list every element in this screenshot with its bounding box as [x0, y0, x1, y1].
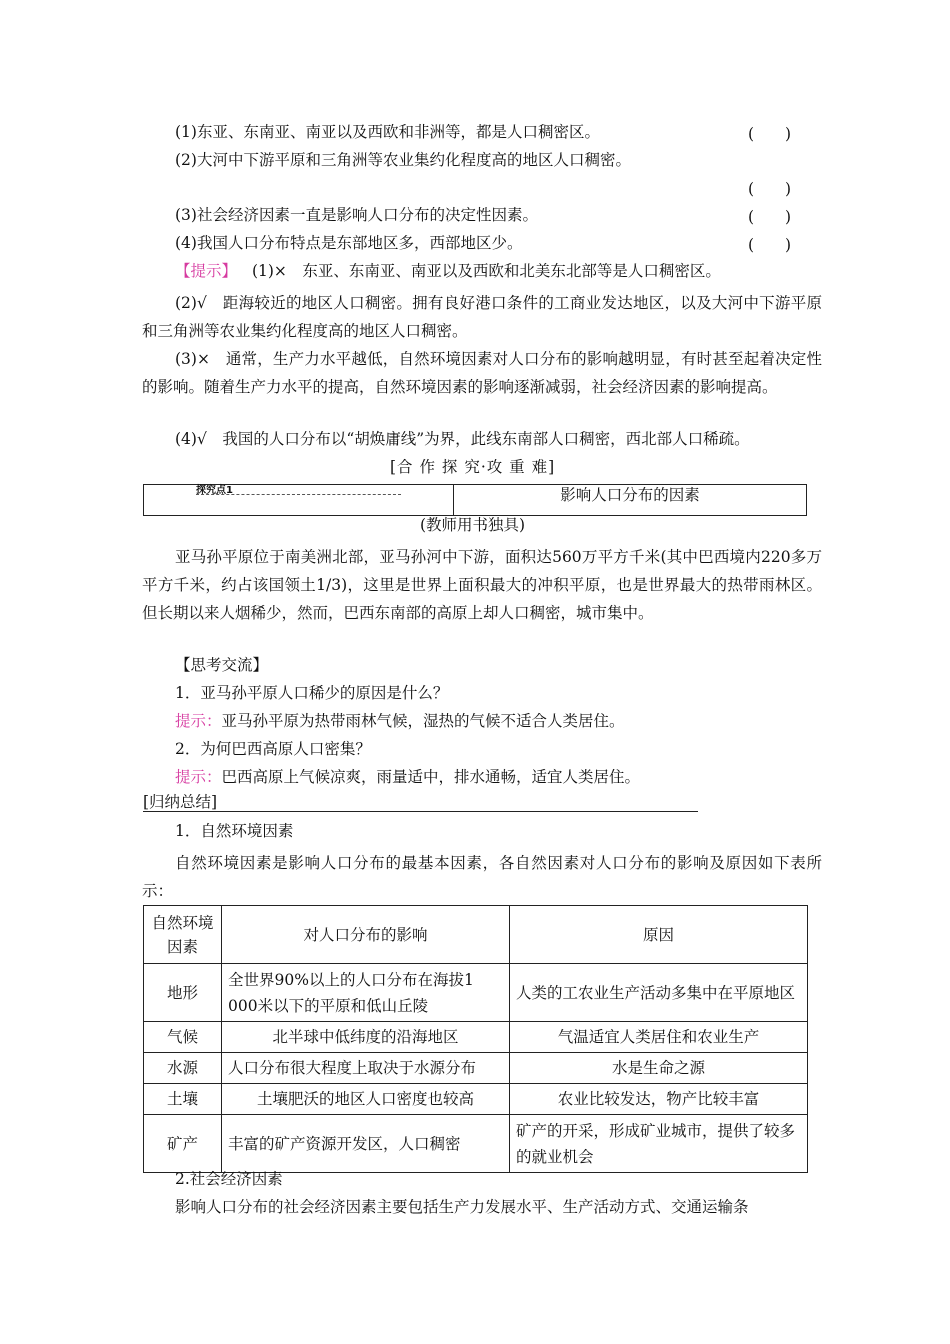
- explore-title: 影响人口分布的因素: [560, 486, 700, 504]
- answer-1-label: 提示：: [175, 712, 222, 730]
- section-1-title: 1．自然环境因素: [175, 822, 294, 840]
- summary-label: [归纳总结]: [143, 793, 218, 811]
- answer-1: [175, 711, 625, 731]
- section-2-title: 2.社会经济因素: [175, 1170, 283, 1188]
- table-cell: 矿产: [144, 1115, 222, 1173]
- answer-paren-2: ( ): [748, 180, 792, 198]
- table-cell: 气温适宜人类居住和农业生产: [510, 1022, 808, 1053]
- answer-paren-4: ( ): [748, 236, 792, 254]
- hint-2: (2)√ 距海较近的地区人口稠密。拥有良好港口条件的工商业发达地区，以及大河中下游平原和三角洲等农业集约化程度高的地区人口稠密。: [142, 294, 822, 340]
- table-row: [144, 1053, 808, 1084]
- hint-1: [175, 261, 721, 281]
- hint-3: (3)× 通常，生产力水平越低，自然环境因素对人口分布的影响越明显，有时甚至起着决定性的影响。随着生产力水平的提高，自然环境因素的影响逐渐减弱，社会经济因素的影响提高。: [142, 350, 822, 396]
- section-1-text: 自然环境因素是影响人口分布的最基本因素，各自然因素对人口分布的影响及原因如下表所示：: [142, 854, 822, 900]
- question-1: 1．亚马孙平原人口稀少的原因是什么？: [175, 684, 449, 702]
- table-cell: 丰富的矿产资源开发区，人口稠密: [222, 1115, 510, 1173]
- table-cell: 农业比较发达，物产比较丰富: [510, 1084, 808, 1115]
- table-row: [144, 964, 808, 1022]
- table-cell: 全世界90%以上的人口分布在海拔1 000米以下的平原和低山丘陵: [222, 964, 510, 1022]
- hint-4: (4)√ 我国的人口分布以“胡焕庸线”为界，此线东南部人口稠密，西北部人口稀疏。: [175, 430, 750, 448]
- answer-paren-3: ( ): [748, 208, 792, 226]
- table-header-cell: 原因: [510, 906, 808, 964]
- explore-box: [143, 484, 807, 516]
- table-cell: 地形: [144, 964, 222, 1022]
- natural-factors-table: [143, 905, 808, 1173]
- explore-tag-underline: [196, 494, 401, 495]
- table-cell: 水是生命之源: [510, 1053, 808, 1084]
- table-header-cell: 对人口分布的影响: [222, 906, 510, 964]
- answer-paren-1: ( ): [748, 125, 792, 143]
- table-row: [144, 1022, 808, 1053]
- teacher-note: (教师用书独具): [420, 516, 526, 534]
- table-cell: 人类的工农业生产活动多集中在平原地区: [510, 964, 808, 1022]
- table-row: [144, 1115, 808, 1173]
- answer-2-label: 提示：: [175, 768, 222, 786]
- table-cell: 土壤: [144, 1084, 222, 1115]
- intro-paragraph: 亚马孙平原位于南美洲北部，亚马孙河中下游，面积达560万平方千米(其中巴西境内220多万平方千米，约占该国领土1/3)，这里是世界上面积最大的冲积平原，也是世界最大的热带雨林区。但长期以来人烟稀少，然而，巴西东南部的高原上却人口稠密，城市集中。: [142, 548, 822, 622]
- table-header-cell: 自然环境因素: [144, 906, 222, 964]
- explore-tag: 探究点1: [196, 485, 233, 496]
- table-row: [144, 1084, 808, 1115]
- judgment-item-4: (4)我国人口分布特点是东部地区多，西部地区少。: [175, 234, 523, 252]
- summary-rule: [143, 811, 698, 812]
- table-cell: 人口分布很大程度上取决于水源分布: [222, 1053, 510, 1084]
- table-header-row: [144, 906, 808, 964]
- answer-2: [175, 767, 640, 787]
- table-cell: 矿产的开采，形成矿业城市，提供了较多的就业机会: [510, 1115, 808, 1173]
- hint-label: 【提示】: [175, 262, 238, 280]
- section-header: [合 作 探 究·攻 重 难]: [390, 458, 556, 476]
- section-2-text: 影响人口分布的社会经济因素主要包括生产力发展水平、生产活动方式、交通运输条: [175, 1198, 749, 1216]
- hint-1-text: (1)× 东亚、东南亚、南亚以及西欧和北美东北部等是人口稠密区。: [251, 262, 721, 280]
- question-2: 2．为何巴西高原人口密集？: [175, 740, 371, 758]
- judgment-item-3: (3)社会经济因素一直是影响人口分布的决定性因素。: [175, 206, 538, 224]
- think-title: 【思考交流】: [175, 656, 269, 674]
- judgment-item-2: (2)大河中下游平原和三角洲等农业集约化程度高的地区人口稠密。: [175, 151, 631, 169]
- table-cell: 北半球中低纬度的沿海地区: [222, 1022, 510, 1053]
- answer-2-text: 巴西高原上气候凉爽，雨量适中，排水通畅，适宜人类居住。: [221, 768, 641, 786]
- table-cell: 水源: [144, 1053, 222, 1084]
- judgment-item-1: (1)东亚、东南亚、南亚以及西欧和非洲等，都是人口稠密区。: [175, 123, 600, 141]
- table-cell: 气候: [144, 1022, 222, 1053]
- table-cell: 土壤肥沃的地区人口密度也较高: [222, 1084, 510, 1115]
- answer-1-text: 亚马孙平原为热带雨林气候，湿热的气候不适合人类居住。: [221, 712, 625, 730]
